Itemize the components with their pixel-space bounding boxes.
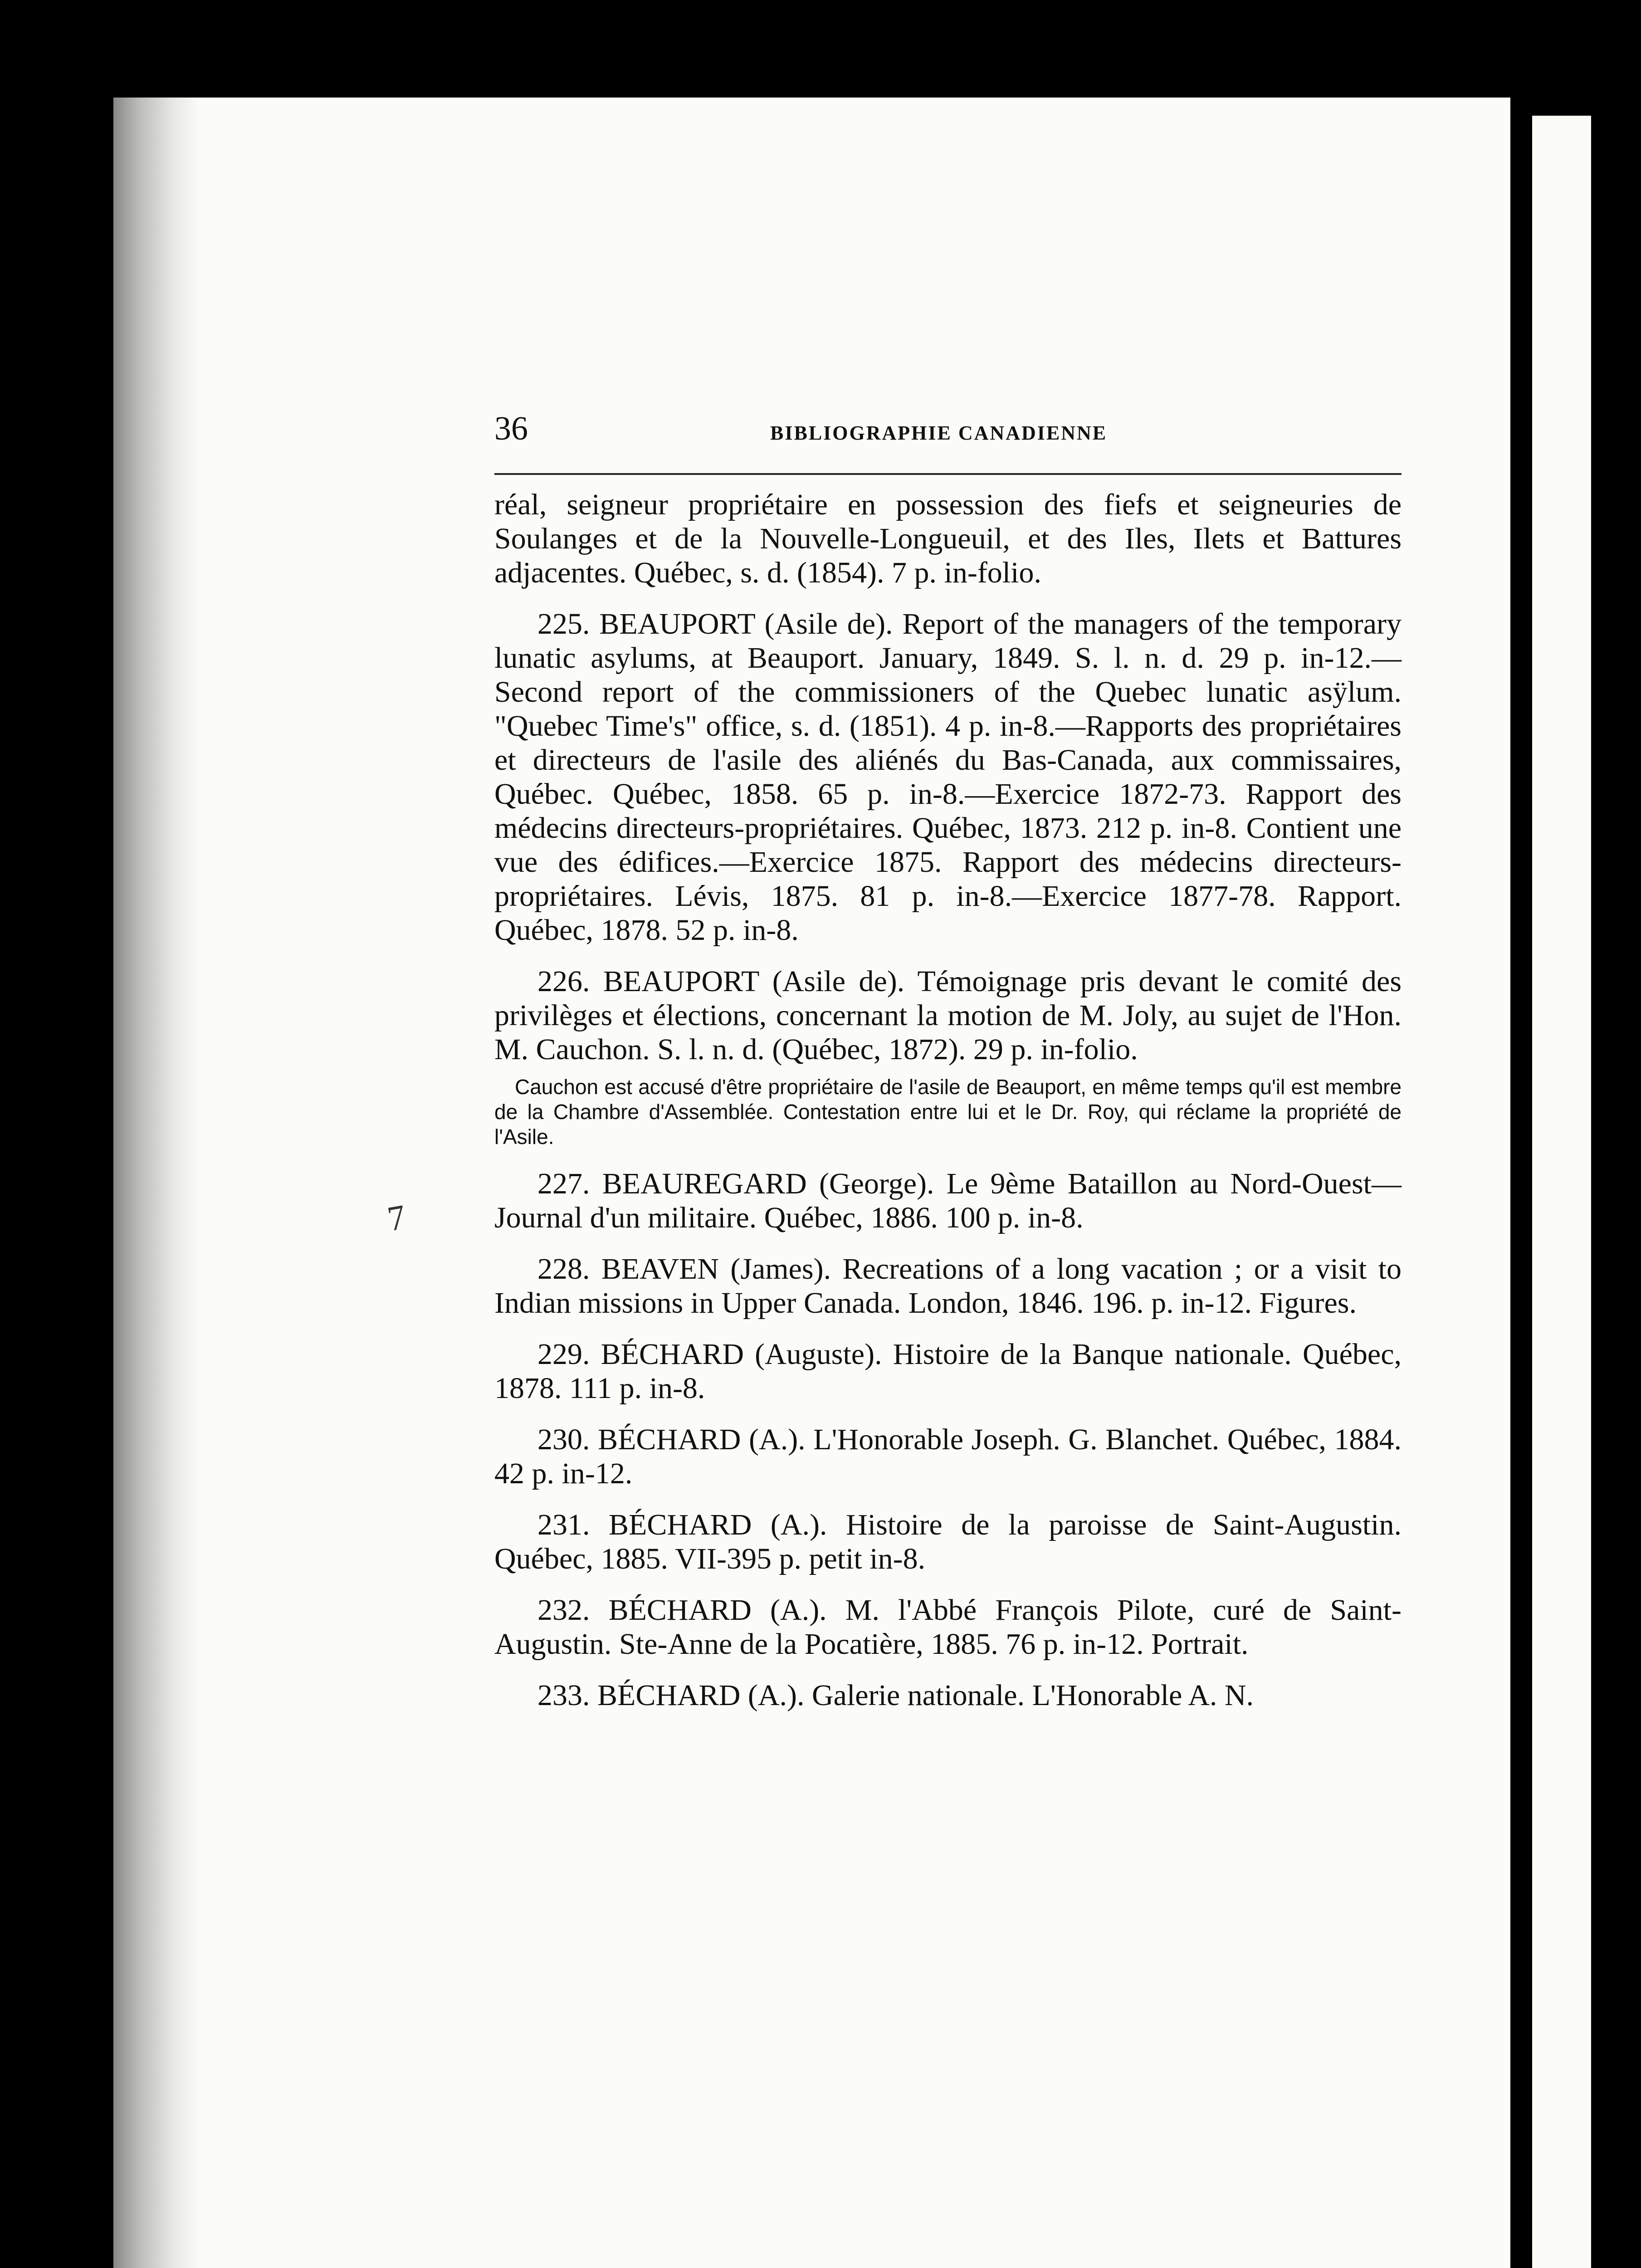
continued-entry: réal, seigneur propriétaire en possession des fiefs et seigneuries de Soulanges et de la Nouvelle-Longueuil, et des Iles, Ilets et Battures adjacentes. Québec, s. d. (1854). 7 p. in-folio. [494, 488, 1402, 589]
entry-226: 226. BEAUPORT (Asile de). Témoignage pris devant le comité des privilèges et élections, concernant la motion de M. Joly, au sujet de l'Hon. M. Cauchon. S. l. n. d. (Québec, 1872). 29 p. in-folio. [494, 965, 1402, 1066]
next-page-edge [1532, 116, 1591, 2268]
entry-230: 230. BÉCHARD (A.). L'Honorable Joseph. G. Blanchet. Québec, 1884. 42 p. in-12. [494, 1423, 1402, 1490]
note-226: Cauchon est accusé d'être propriétaire de l'asile de Beauport, en même temps qu'il est membre de la Chambre d'Assemblée. Contestation entre lui et le Dr. Roy, qui réclame la propriété de l'Asile. [494, 1075, 1402, 1149]
entry-225: 225. BEAUPORT (Asile de). Report of the managers of the temporary lunatic asylums, at Beauport. January, 1849. S. l. n. d. 29 p. in-12.—Second report of the commissioners of the Quebec lunatic asÿlum. "Quebec Time's" office, s. d. (1851). 4 p. in-8.—Rapports des propriétaires et directeurs de l'asile des aliénés du Bas-Canada, aux commissaires, Québec. Québec, 1858. 65 p. in-8.—Exercice 1872-73. Rapport des médecins directeurs-propriétaires. Québec, 1873. 212 p. in-8. Contient une vue des édifices.—Exercice 1875. Rapport des médecins directeurs-propriétaires. Lévis, 1875. 81 p. in-8.—Exercice 1877-78. Rapport. Québec, 1878. 52 p. in-8. [494, 607, 1402, 947]
entry-233: 233. BÉCHARD (A.). Galerie nationale. L'Honorable A. N. [537, 1679, 1254, 1712]
entry-229: 229. BÉCHARD (Auguste). Histoire de la Banque nationale. Québec, 1878. 111 p. in-8. [494, 1338, 1402, 1405]
entry-232: 232. BÉCHARD (A.). M. l'Abbé François Pilote, curé de Saint-Augustin. Ste-Anne de la Pocatière, 1885. 76 p. in-12. Portrait. [494, 1593, 1402, 1661]
page-body [494, 488, 1402, 1730]
header-rule [494, 473, 1402, 475]
margin-mark: 7 [384, 1197, 409, 1239]
running-title: BIBLIOGRAPHIE CANADIENNE [770, 422, 1108, 444]
entry-228: 228. BEAVEN (James). Recreations of a long vacation ; or a visit to Indian missions in Upper Canada. London, 1846. 196. p. in-12. Figures. [494, 1252, 1402, 1320]
entry-227: 227. BEAUREGARD (George). Le 9ème Bataillon au Nord-Ouest—Journal d'un militaire. Québec, 1886. 100 p. in-8. [494, 1167, 1402, 1234]
page-number: 36 [494, 410, 528, 447]
binding-edge [113, 98, 200, 2268]
page-header [494, 406, 1402, 460]
entry-231: 231. BÉCHARD (A.). Histoire de la paroisse de Saint-Augustin. Québec, 1885. VII-395 p. petit in-8. [494, 1508, 1402, 1575]
